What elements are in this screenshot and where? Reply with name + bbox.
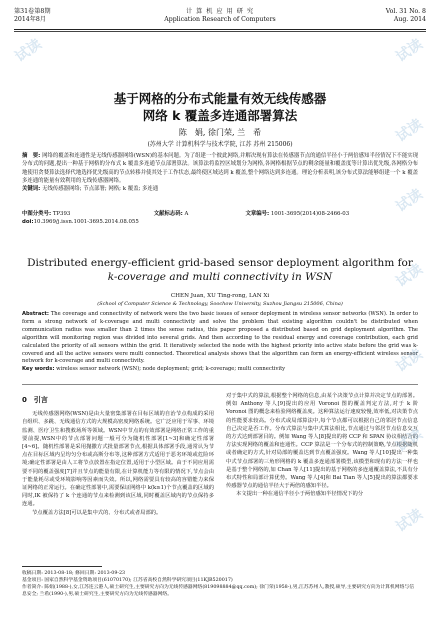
watermark: 试读 [393,346,426,376]
journal-header [14,8,426,30]
date-cn: 2014年8月 [14,16,47,23]
keywords-en-text: wireless sensor network (WSN); node deployment; grid; k-coverage; multi connectivity [56,366,286,373]
footnote-received: 收稿日期: 2013-08-18; 修回日期: 2013-09-23 [22,571,126,576]
affiliation-cn: (苏州大学 计算机科学与技术学院, 江苏 苏州 215006) [147,141,293,148]
doc-code-label: 文献标志码: [153,211,183,217]
clc-label: 中图分类号: [22,211,52,217]
paper-title-en-line1: Distributed energy-efficient grid-based sensor deployment algorithm for [27,257,413,269]
abstract-en-text: The coverage and connectivity of network were the two basic issues of sensor deployment in wireless sensor networks (WSN). In order to form a strong network of k-coverage and multi connectivity and solve the problem that existing algorithm couldn't be distributed when communication radius was smaller than 2 times the sense radius, this paper proposed a distributed based on grid deployment algorithm. The algorithm will monitoring region was divided into several grids. And then according to the residual energy and coverage contribution, each grid calculated the priority of all sensors within the grid. It iteratively selected the node with the highest priority into active state before the grid was k-covered and all the active sensors were multi connected. Theoretical analysis shows that the algorithm can form an energy-efficient wireless sensor network for k-coverage and multi connectivity. [22,311,419,365]
watermark: 试读 [393,506,426,536]
watermark: 试读 [393,116,426,146]
keywords-cn-label: 关键词: [22,186,41,193]
keywords-cn-text: 无线传感器网络; 节点部署; 网格; k 覆盖; 多连通 [42,186,159,193]
article-no-label: 文章编号: [245,211,270,217]
watermark: 试读 [393,426,426,456]
section-heading [22,396,214,404]
body-column-left [22,392,214,517]
header-center [14,8,426,24]
authors-cn: 陈 娟, 徐门荣, 兰 希 [178,128,262,137]
article-meta [22,210,418,226]
footnote-bio: 作者简介: 陈娟(1988-),女,江苏连云港人,硕士研究生,主要研究方向为无线传感器网络(819098884@qq.com); 徐门荣(1958-),男,江苏苏州人,教授,硕导,主要研究方向为计算机网络与信息安全; 兰希(1990-),男,硕士研究生,主要研究方向为无线传感器网络。 [22,585,414,597]
article-no-value: 1001-3695(2014)08-2466-03 [270,211,350,217]
body-right-paragraph-1: 对于集中式的算法,根据整个网络的信息,由某个决策节点计算并决定节点的部署。例如 Anthony 等人[9]提出的应用 Voronoi 图的覆盖判定方法,对于 k 阶 Voronoi 图的概念来检验网络覆盖度。这种算法运行速度较慢,效率低,对决策节点的性能要求较高。分布式或局部算法中,每个节点都可以根据自己的邻居节点信息自己决定是否工作。分布式算法与集中式算法相比,节点通过与邻居节点信息交互的方式达到部署目的。例如 Wang 等人[8]提出的将 CCP 和 SPAN 协议相结合的方法实现网络的覆盖和连通性。CCP 算法是一个分布式的控制策略,节点根据随机或者确定的方式,针对局部的覆盖达到节点覆盖强度。Wang 等人[10]提出一种集中式节点部署的三角形网格的 k 覆盖多连通部署模型,该模型和现有的方法一样也是基于整个网络的,如 Chan 等人[11]提出的基于网格的多连通覆盖算法,不具有分布式特性和局部计算优势。Wang 等人[4]和 Bai Tian 等人[5]提出的算法都要求传感器节点的通信半径大于两倍的感知半径。 [226,393,418,490]
watermark: 试读 [393,186,426,216]
affiliation-en: (School of Computer Science & Technology, Soochow University, Suzhou Jiangsu 215006, China) [97,301,343,307]
footnote-rule [22,566,102,567]
paper-title-cn-line2: 网络 k 覆盖多连通部署算法 [142,108,298,123]
header-rule [14,29,426,30]
header-rule-thin [14,31,426,32]
watermark: 试读 [393,261,426,291]
abstract-cn-text: 网络的覆盖和连通性是无线传感器网络(WSN)的基本问题。为了组建一个彼此网络,并解决现有算法在传感器节点的通信半径小于两倍感知半径情况下不能实现分布式的问题,提出一种基于网格的分布式 k 覆盖多连通节点部署算法。该算法将监控区域划分为网格,各网格根据节点的剩余能量和覆盖度等计算出优先级,各网格分布地使用贪婪算法选择代地选择优先级高的节点转移并使其处于工作状态,最终使区域达到 k 覆盖,整个网络达到多连通。理论分析表明,该分布式算法能够组建一个 k 覆盖多连通的能量有效利用的无线传感器网络。 [22,153,418,184]
authors-en: CHEN Juan, XU Ting-rong, LAN Xi [170,293,270,299]
journal-name-cn: 计 算 机 应 用 研 究 [185,8,255,15]
doi-value: 10.3969/j.issn.1001-3695.2014.08.055 [33,219,139,226]
paper-title-cn [0,90,440,124]
section-title: 引言 [33,396,48,404]
journal-name-en: Application Research of Computers [164,16,276,23]
doi-label: doi: [22,219,34,226]
clc-value: TP393 [52,211,71,217]
footnote [22,570,418,598]
body-left-paragraph-2: 节点覆盖方法[8]可以是集中式的、分布式或者局部的。 [32,509,162,516]
volume-issue-en: Vol. 31 No. 8 [385,8,426,15]
keywords-en-label: Key words: [22,366,55,373]
volume-issue-cn: 第31卷第8期 [14,8,51,15]
paper-title-cn-line1: 基于网格的分布式能量有效无线传感器 [113,91,327,106]
watermark: 试读 [12,36,45,66]
doc-code-value: A [184,211,189,217]
abstract-en-label: Abstract: [22,311,49,317]
section-divider [22,384,418,385]
paper-title-en [0,256,440,284]
paper-title-en-line2: k-coverage and multi connectivity in WSN [107,271,333,283]
abstract-cn [22,152,418,193]
body-right-paragraph-2: 本文提出一种在通信半径小于两倍感知半径情况下的分 [236,491,364,498]
body-left-paragraph-1: 无线传感器网络(WSN)是由大量密集部署在目标区域的自治节点构成的采用自组织、多跳、无线通信方式的大规模高密度网络系统。它广泛应用于军事、环境监测、医疗卫生和搜救场所等领域。WSN中节点的有效部署是网络正常工作的重要前提,WSN中的节点部署问题一般可分为随机性部署[1~3]和确定性部署[4~6]。随机性部署是采用抛撒方式批量部署节点,根据具体部署手段,通常认为节点在目标区域内呈均匀分布或高斯分布等,这种部署方式适用于恶劣环境或危险环境;确定性部署是由人工将节点放置在指定位置,适用于小型区域。由于不同应用需要不同的覆盖强度[7]并且节点的能量有限,在计算机能力等有限的情况下,节点会由于能量耗尽或受环境影响等因素而失效。所以,网络需要具有较高的容错能力来保证网络的正常运行。在确定性部署中,需要保证网络中 k(k≥1)个节点覆盖的区域的同时,IK 被保持了 k 个连通的节点来检测到该区域,同时覆盖区域内的节点保持多连通。 [22,411,214,508]
abstract-cn-label: 摘 要: [22,153,41,159]
body-column-right [226,392,418,499]
header-right [386,8,426,24]
footnote-fund: 基金项目: 国家自然科学基金资助项目(61070170); 江苏省高校自然科学研究项目(11KJB520017) [22,578,233,583]
abstract-en [22,311,418,374]
date-en: Aug. 2014 [393,16,426,23]
section-number: 0 [22,396,27,404]
watermark: 试读 [393,36,426,66]
